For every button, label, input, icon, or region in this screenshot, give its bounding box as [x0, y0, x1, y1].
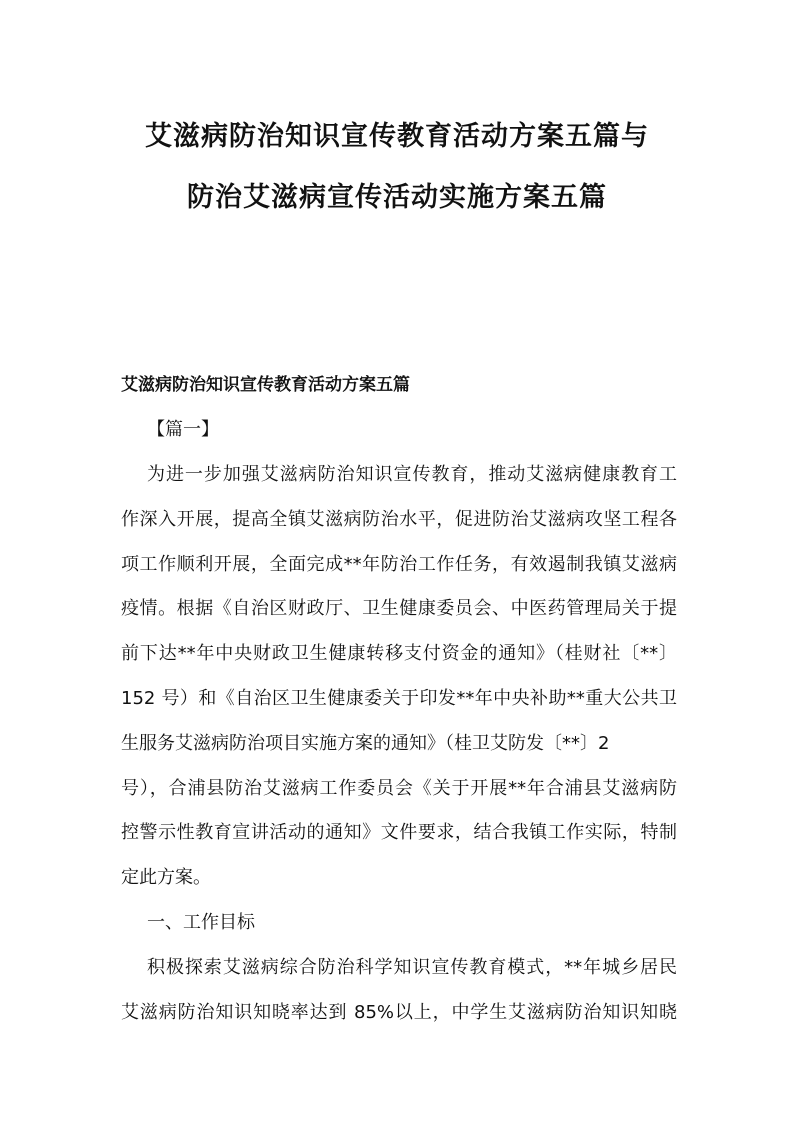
document-title-line-2: 防治艾滋病宣传活动实施方案五篇: [187, 182, 607, 213]
paragraph-line: 艾滋病防治知识知晓率达到 85%以上，中学生艾滋病防治知识知晓: [121, 1002, 677, 1023]
paragraph-line: 项工作顺利开展，全面完成**年防治工作任务，有效遏制我镇艾滋病: [121, 554, 677, 575]
paragraph-line: 前下达**年中央财政卫生健康转移支付资金的通知》（桂财社〔**〕: [121, 643, 677, 664]
paragraph-line: 积极探索艾滋病综合防治科学知识宣传教育模式，**年城乡居民: [147, 957, 677, 978]
section-heading: 艾滋病防治知识宣传教育活动方案五篇: [121, 375, 410, 395]
document-title-line-1: 艾滋病防治知识宣传教育活动方案五篇与: [145, 121, 649, 152]
goal-heading: 一、工作目标: [147, 912, 255, 933]
part-label: 【篇一】: [147, 419, 219, 440]
paragraph-line: 控警示性教育宣讲活动的通知》文件要求，结合我镇工作实际，特制: [121, 822, 677, 843]
paragraph-line: 为进一步加强艾滋病防治知识宣传教育，推动艾滋病健康教育工: [147, 464, 677, 485]
paragraph-line: 152 号）和《自治区卫生健康委关于印发**年中央补助**重大公共卫: [121, 688, 677, 709]
paragraph-line: 疫情。根据《自治区财政厅、卫生健康委员会、中医药管理局关于提: [121, 598, 677, 619]
paragraph-line: 生服务艾滋病防治项目实施方案的通知》（桂卫艾防发〔**〕2: [121, 733, 610, 754]
paragraph-line: 定此方案。: [121, 867, 211, 888]
paragraph-line: 号），合浦县防治艾滋病工作委员会《关于开展**年合浦县艾滋病防: [121, 778, 677, 799]
paragraph-line: 作深入开展，提高全镇艾滋病防治水平，促进防治艾滋病攻坚工程各: [121, 509, 677, 530]
